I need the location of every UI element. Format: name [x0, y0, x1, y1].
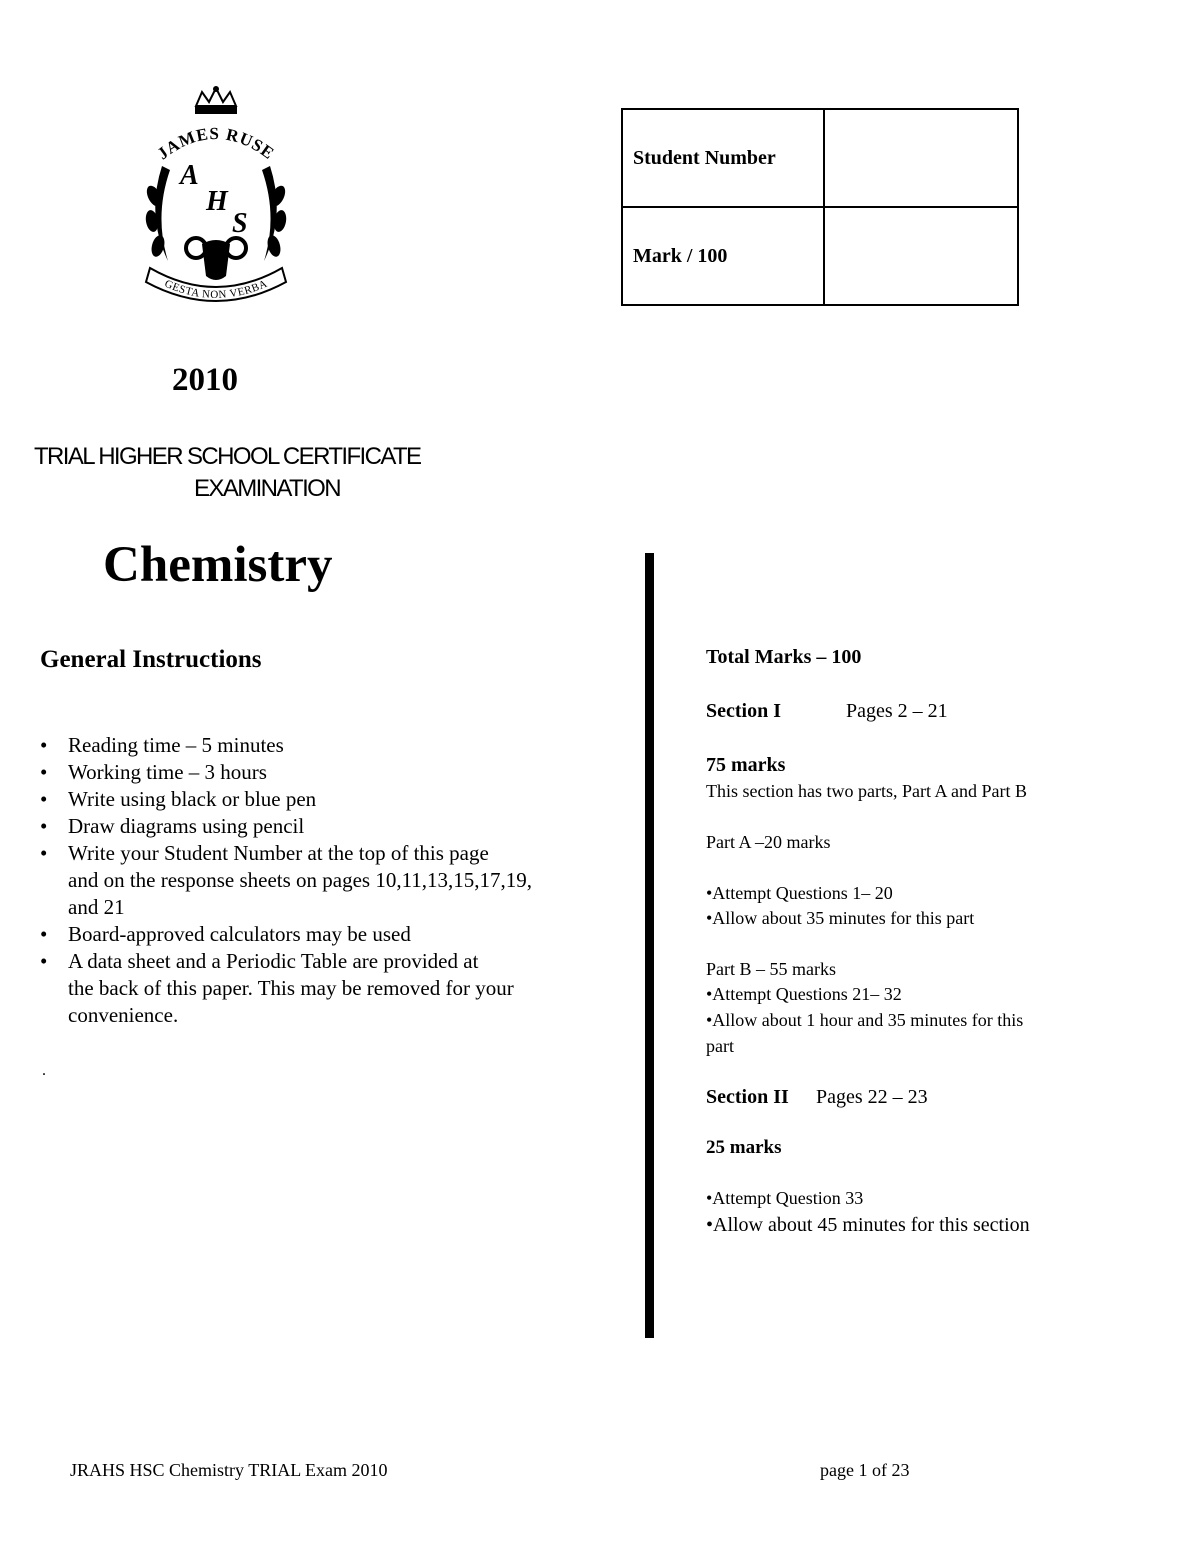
mark-label: Mark / 100 — [622, 207, 824, 305]
section2-pages: Pages 22 – 23 — [816, 1086, 928, 1108]
student-number-label: Student Number — [622, 109, 824, 207]
instructions-heading: General Instructions — [40, 646, 262, 673]
partA-title: Part A –20 marks — [706, 832, 831, 852]
partA-item: •Allow about 35 minutes for this part — [706, 908, 975, 928]
section2-item: •Attempt Question 33 — [706, 1188, 864, 1208]
crest-letter-s: S — [232, 208, 248, 239]
section2-label: Section II — [706, 1086, 789, 1108]
crest-motto: GESTA NON VERBA — [162, 277, 270, 302]
partB-item: part — [706, 1036, 734, 1056]
list-item: • Write using black or blue pen — [40, 787, 317, 811]
bullet: • — [40, 922, 48, 946]
list-item: • Draw diagrams using pencil — [40, 814, 305, 838]
instructions-list — [40, 732, 600, 1029]
mark-field[interactable] — [824, 207, 1019, 305]
section1-desc: This section has two parts, Part A and Part B — [706, 781, 1027, 801]
section1-label: Section I — [706, 700, 781, 722]
page-number: page 1 of 23 — [820, 1460, 910, 1480]
column-divider — [645, 553, 654, 1338]
crest-letter-h: H — [206, 186, 228, 217]
exam-title-line2: EXAMINATION — [194, 475, 340, 502]
subject-title: Chemistry — [103, 537, 333, 593]
list-item: • A data sheet and a Periodic Table are provided at the back of this paper. This may be removed for your convenience. — [40, 949, 514, 1027]
bullet: • — [40, 787, 48, 811]
bullet: • — [40, 841, 48, 865]
section1-header — [706, 700, 948, 723]
crest-arc-text: JAMES RUSE — [153, 123, 279, 164]
exam-year: 2010 — [172, 362, 238, 398]
partB-title: Part B – 55 marks — [706, 959, 836, 979]
school-crest — [140, 86, 292, 312]
partB-item: •Allow about 1 hour and 35 minutes for this — [706, 1010, 1024, 1030]
section2-header — [706, 1086, 928, 1109]
section1-pages: Pages 2 – 21 — [846, 700, 948, 722]
bullet: • — [40, 733, 48, 757]
list-item: • Working time – 3 hours — [40, 760, 267, 784]
section2-item: •Allow about 45 minutes for this section — [706, 1214, 1030, 1236]
table-row — [622, 109, 1018, 207]
student-number-field[interactable] — [824, 109, 1019, 207]
bullet: • — [40, 949, 48, 973]
crest-letter-a: A — [180, 160, 199, 191]
footer-title: JRAHS HSC Chemistry TRIAL Exam 2010 — [70, 1460, 388, 1480]
section1-marks: 75 marks — [706, 754, 786, 776]
partA-item: •Attempt Questions 1– 20 — [706, 883, 893, 903]
exam-title — [34, 441, 454, 505]
crown-icon — [195, 86, 237, 114]
ram-head-icon — [186, 238, 246, 280]
list-item: • Board-approved calculators may be used — [40, 922, 411, 946]
bullet: • — [40, 760, 48, 784]
table-row — [622, 207, 1018, 305]
svg-text:JAMES RUSE — [154, 124, 278, 163]
bullet: • — [40, 814, 48, 838]
total-marks: Total Marks – 100 — [706, 646, 862, 668]
trailing-dot: . — [42, 1062, 46, 1079]
list-item: • Reading time – 5 minutes — [40, 733, 284, 757]
student-info-table — [621, 108, 1019, 306]
exam-title-line1: TRIAL HIGHER SCHOOL CERTIFICATE — [34, 443, 421, 470]
section2-marks: 25 marks — [706, 1137, 782, 1158]
partB-item: •Attempt Questions 21– 32 — [706, 984, 902, 1004]
list-item: • Write your Student Number at the top of this page and on the response sheets on pages 10,11,13,15,17,19, and 21 — [40, 841, 533, 919]
